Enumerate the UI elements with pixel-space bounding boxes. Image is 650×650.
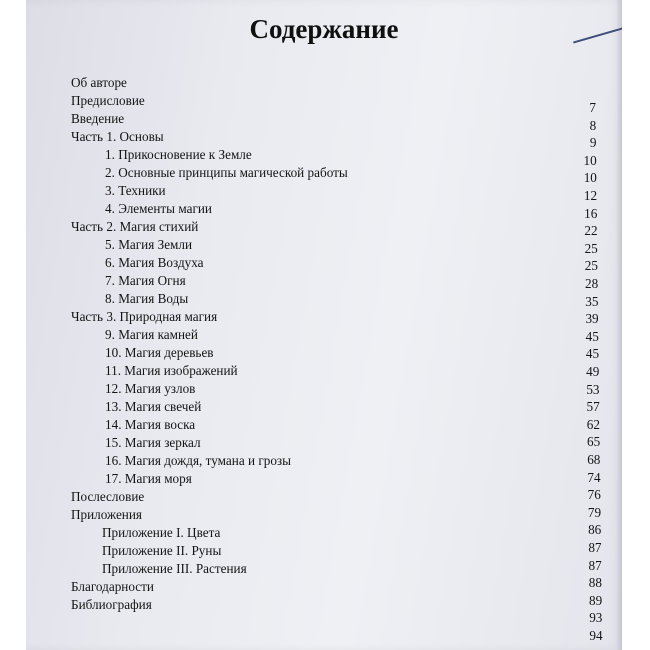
toc-entry: Послесловие <box>71 489 145 504</box>
book-page <box>26 0 622 650</box>
page-number: 8 <box>589 117 597 133</box>
toc-entry: Часть 3. Природная магия <box>71 309 218 324</box>
toc-entry: 2. Основные принципы магической работы <box>105 165 348 180</box>
toc-entry: Приложение I. Цвета <box>102 525 221 540</box>
toc-entry: 3. Техники <box>105 183 166 198</box>
page-number: 7 <box>589 100 596 115</box>
page-number: 35 <box>585 293 599 309</box>
page-number: 88 <box>588 575 602 591</box>
toc-entry: 4. Элементы магии <box>105 201 212 216</box>
toc-entry: Об авторе <box>71 75 127 90</box>
page-number: 57 <box>586 399 600 415</box>
page-number: 22 <box>584 223 598 239</box>
toc-entry: 13. Магия свечей <box>105 399 202 414</box>
page-number: 9 <box>589 135 597 151</box>
toc-entry: Часть 1. Основы <box>71 129 164 144</box>
page-number: 16 <box>584 205 598 221</box>
page-number: 10 <box>583 170 597 186</box>
toc-entry: Введение <box>71 111 125 126</box>
page-number: 87 <box>588 540 602 555</box>
toc-entry: 8. Магия Воды <box>105 291 189 306</box>
toc-entry: Приложения <box>71 507 142 522</box>
toc-entry: 5. Магия Земли <box>105 237 193 252</box>
page-number: 93 <box>589 610 603 626</box>
toc-entry: 1. Прикосновение к Земле <box>105 147 252 162</box>
toc-entry: 15. Магия зеркал <box>105 435 201 450</box>
toc-entry: Библиография <box>71 597 152 612</box>
page-number: 79 <box>587 504 602 520</box>
page-number: 62 <box>586 416 600 432</box>
toc-entry: 7. Магия Огня <box>105 273 186 288</box>
toc-entry: 9. Магия камней <box>105 327 198 342</box>
page-number: 53 <box>586 381 600 397</box>
toc-entry: 16. Магия дождя, тумана и грозы <box>105 453 291 468</box>
page-number: 74 <box>587 469 601 485</box>
toc-entry: 6. Магия Воздуха <box>105 255 204 270</box>
toc-entry: Приложение III. Растения <box>102 561 247 576</box>
page-number: 86 <box>588 522 602 538</box>
page-number: 12 <box>583 188 598 203</box>
page-number: 45 <box>585 328 599 344</box>
page-number: 49 <box>586 364 600 379</box>
page-number: 68 <box>587 452 601 467</box>
page-number: 76 <box>587 487 601 503</box>
page-number: 45 <box>585 346 600 362</box>
toc-entry: 11. Магия изображений <box>105 363 238 378</box>
toc-entry: Приложение II. Руны <box>102 543 222 558</box>
page-number: 25 <box>584 258 598 274</box>
toc-entry: Благодарности <box>71 579 154 594</box>
page-number: 10 <box>583 152 597 168</box>
page-number: 25 <box>584 240 598 256</box>
page-number: 87 <box>588 557 602 573</box>
page-number: 39 <box>585 311 599 327</box>
toc-entry: 14. Магия воска <box>105 417 196 432</box>
page-edge-shadow <box>616 0 622 650</box>
page-title: Содержание <box>249 14 399 44</box>
page-number: 89 <box>588 592 603 608</box>
toc-entry: 17. Магия моря <box>105 471 192 486</box>
page-number: 28 <box>585 276 599 291</box>
page-number: 94 <box>589 628 603 643</box>
toc-entry: Предисловие <box>71 93 145 108</box>
toc-entry: 12. Магия узлов <box>105 381 196 396</box>
toc-entry: Часть 2. Магия стихий <box>71 219 199 234</box>
page-number: 65 <box>586 434 601 450</box>
toc-entry: 10. Магия деревьев <box>105 345 214 360</box>
